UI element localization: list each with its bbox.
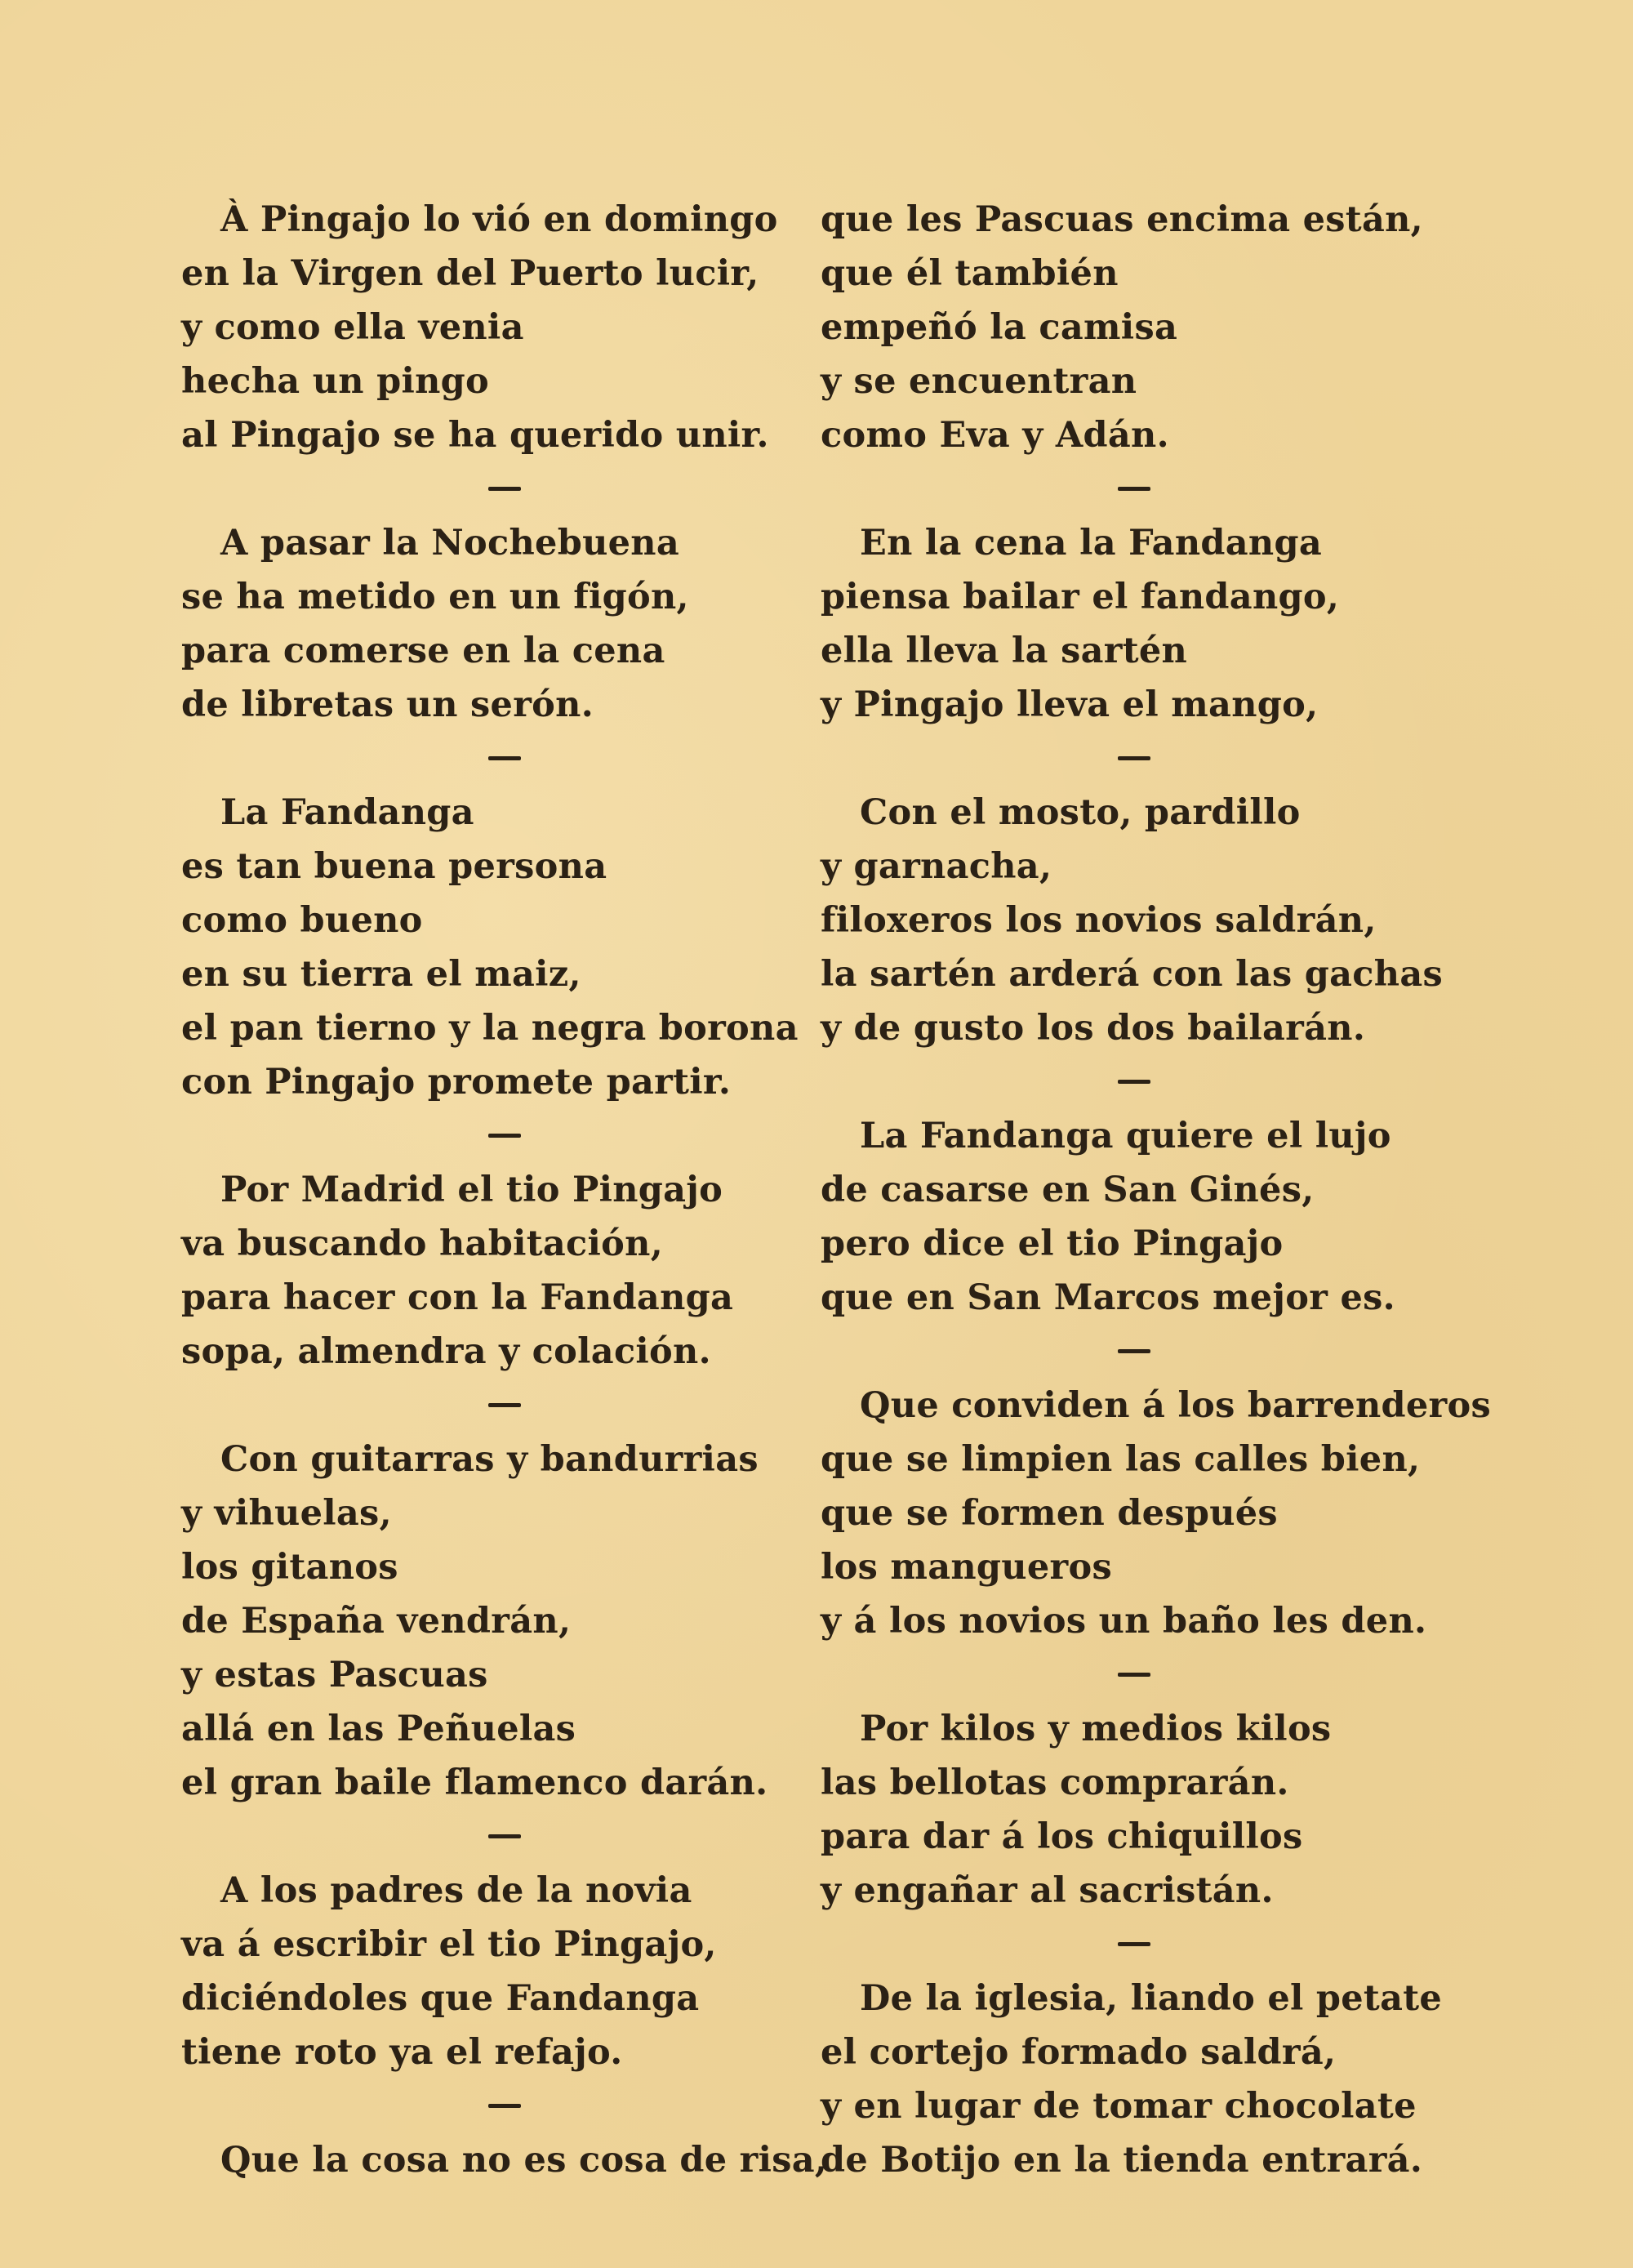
verse-line: y garnacha, [821,846,1052,887]
verse-line: va buscando habitación, [181,1223,663,1264]
stanza [181,1433,818,1810]
verse-line: Que conviden á los barrenderos [860,1385,1492,1426]
stanza-divider [821,1918,1498,1972]
stanza [181,2133,828,2187]
verse-line: piensa bailar el fandango, [821,577,1340,617]
verse-line: de casarse en San Ginés, [821,1170,1315,1210]
verse-line: que les Pascuas encima están, [821,199,1423,240]
verse-line: el cortejo formado saldrá, [821,2032,1337,2073]
verse-line: filoxeros los novios saldrán, [821,900,1377,941]
stanza [181,193,818,462]
verse-line: para comerse en la cena [181,630,665,671]
stanza [821,1972,1498,2187]
verse-line: hecha un pingo [181,361,490,402]
verse-line: Que la cosa no es cosa de risa, [220,2140,828,2181]
verse-line: Por Madrid el tio Pingajo [220,1170,723,1210]
verse-line: sopa, almendra y colación. [181,1331,711,1372]
stanza-divider [821,1325,1498,1379]
verse-line: y en lugar de tomar chocolate [821,2086,1417,2127]
verse-line: A los padres de la novia [220,1870,692,1911]
stanza-divider [821,1648,1498,1702]
verse-line: que en San Marcos mejor es. [821,1277,1395,1318]
verse-line: y á los novios un baño les den. [821,1601,1427,1642]
verse-line: los mangueros [821,1547,1112,1588]
stanza [821,516,1498,732]
stanza-divider [181,462,818,516]
verse-line: de Botijo en la tienda entrará. [821,2140,1423,2181]
verse-line: se ha metido en un figón, [181,577,689,617]
verse-line: que se formen después [821,1493,1278,1534]
verse-line: que él también [821,253,1119,294]
verse-line: que se limpien las calles bien, [821,1439,1421,1480]
stanza [821,193,1498,462]
verse-line: el pan tierno y la negra borona [181,1008,799,1049]
verse-line: En la cena la Fandanga [860,523,1322,564]
verse-line: La Fandanga quiere el lujo [860,1116,1391,1156]
verse-line: pero dice el tio Pingajo [821,1223,1284,1264]
stanza-divider [821,1055,1498,1109]
stanza [821,1109,1498,1325]
verse-line: como Eva y Adán. [821,415,1169,456]
verse-line: La Fandanga [220,792,474,833]
verse-line: Con el mosto, pardillo [860,792,1301,833]
verse-line: allá en las Peñuelas [181,1709,576,1749]
verse-line: de libretas un serón. [181,684,594,725]
verse-line: y como ella venia [181,307,524,348]
verse-line: al Pingajo se ha querido unir. [181,415,769,456]
verse-line: con Pingajo promete partir. [181,1062,732,1103]
verse-line: en su tierra el maiz, [181,954,581,995]
verse-line: y de gusto los dos bailarán. [821,1008,1366,1049]
stanza-divider [181,732,818,786]
verse-line: va á escribir el tio Pingajo, [181,1924,717,1965]
stanza [181,1163,818,1379]
verse-line: De la iglesia, liando el petate [860,1978,1443,2019]
stanza [181,1864,818,2079]
verse-line: para hacer con la Fandanga [181,1277,734,1318]
stanza-divider [181,2079,818,2133]
verse-line: y Pingajo lleva el mango, [821,684,1319,725]
stanza-divider [181,1379,818,1433]
verse-line: las bellotas comprarán. [821,1762,1289,1803]
verse-line: ella lleva la sartén [821,630,1188,671]
stanza [821,786,1498,1055]
stanza-divider [821,732,1498,786]
verse-line: y vihuelas, [181,1493,392,1534]
verse-line: tiene roto ya el refajo. [181,2032,623,2073]
stanza-divider [181,1810,818,1864]
verse-line: de España vendrán, [181,1601,572,1642]
verse-line: la sartén arderá con las gachas [821,954,1443,995]
stanza [181,786,818,1109]
stanza [821,1702,1498,1918]
verse-line: el gran baile flamenco darán. [181,1762,768,1803]
right-column [821,193,1498,2187]
stanza-divider [181,1109,818,1163]
verse-line: y se encuentran [821,361,1137,402]
left-column [181,193,828,2187]
verse-line: como bueno [181,900,423,941]
verse-line: Por kilos y medios kilos [860,1709,1332,1749]
verse-line: Con guitarras y bandurrias [220,1439,759,1480]
verse-line: À Pingajo lo vió en domingo [220,199,778,240]
verse-line: y estas Pascuas [181,1655,488,1695]
verse-line: para dar á los chiquillos [821,1816,1303,1857]
verse-line: los gitanos [181,1547,398,1588]
stanza-divider [821,462,1498,516]
verse-line: empeñó la camisa [821,307,1178,348]
stanza [181,516,818,732]
verse-line: en la Virgen del Puerto lucir, [181,253,759,294]
verse-line: diciéndoles que Fandanga [181,1978,700,2019]
stanza [821,1379,1498,1648]
verse-line: A pasar la Nochebuena [220,523,680,564]
verse-line: y engañar al sacristán. [821,1870,1274,1911]
verse-line: es tan buena persona [181,846,607,887]
